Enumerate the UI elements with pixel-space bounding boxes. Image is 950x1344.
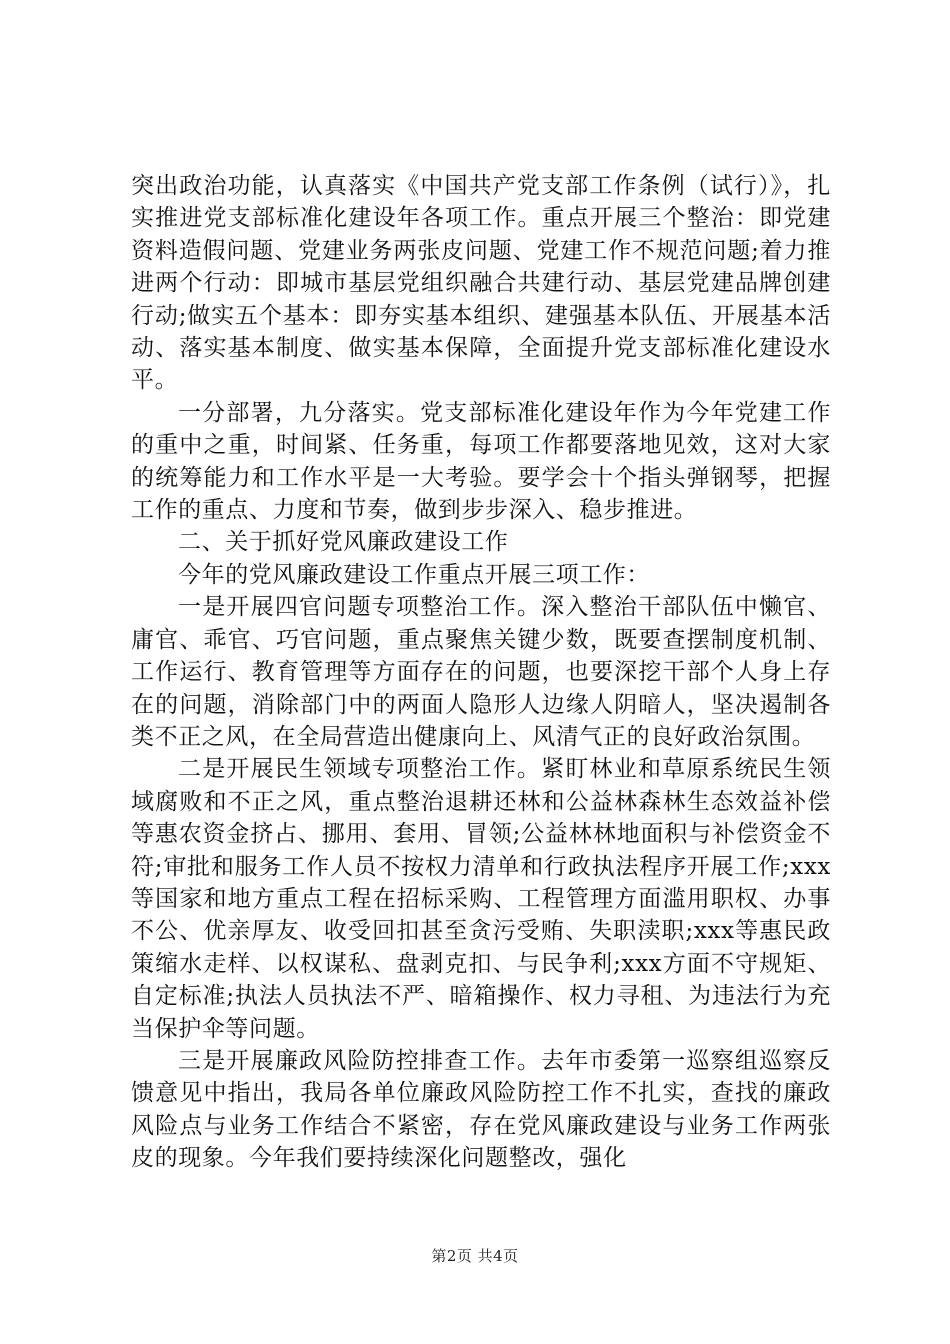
document-body [131,170,831,1175]
paragraph-deployment: 一分部署，九分落实。党支部标准化建设年作为今年党建工作的重中之重，时间紧、任务重，每项工作都要落地见效，这对大家的统筹能力和工作水平是一大考验。要学会十个指头弹钢琴，把握工作的重点、力度和节奏，做到步步深入、稳步推进。 [131,399,831,524]
paragraph-item-two: 二是开展民生领域专项整治工作。紧盯林业和草原系统民生领域腐败和不正之风，重点整治退耕还林和公益林森林生态效益补偿等惠农资金挤占、挪用、套用、冒领;公益林林地面积与补偿资金不符;审批和服务工作人员不按权力清单和行政执法程序开展工作;xxx等国家和地方重点工程在招标采购、工程管理方面滥用职权、办事不公、优亲厚友、收受回扣甚至贪污受贿、失职渎职;xxx等惠民政策缩水走样、以权谋私、盘剥克扣、与民争利;xxx方面不守规矩、自定标准;执法人员执法不严、暗箱操作、权力寻租、为违法行为充当保护伞等问题。 [131,756,831,1042]
paragraph-political-function: 突出政治功能，认真落实《中国共产党支部工作条例（试行）》，扎实推进党支部标准化建设年各项工作。重点开展三个整治：即党建资料造假问题、党建业务两张皮问题、党建工作不规范问题;着力推进两个行动：即城市基层党组织融合共建行动、基层党建品牌创建行动;做实五个基本：即夯实基本组织、建强基本队伍、开展基本活动、落实基本制度、做实基本保障，全面提升党支部标准化建设水平。 [131,173,831,394]
page-number-footer: 第2页 共4页 [431,1247,519,1265]
paragraph-item-three: 三是开展廉政风险防控排查工作。去年市委第一巡察组巡察反馈意见中指出，我局各单位廉政风险防控工作不扎实，查找的廉政风险点与业务工作结合不紧密，存在党风廉政建设与业务工作两张皮的现象。今年我们要持续深化问题整改，强化 [131,1047,831,1172]
section-heading: 二、关于抓好党风廉政建设工作 [178,529,509,556]
paragraph-intro: 今年的党风廉政建设工作重点开展三项工作： [178,561,650,588]
paragraph-item-one: 一是开展四官问题专项整治工作。深入整治干部队伍中懒官、庸官、乖官、巧官问题，重点聚焦关键少数，既要查摆制度机制、工作运行、教育管理等方面存在的问题，也要深挖干部个人身上存在的问题，消除部门中的两面人隐形人边缘人阴暗人，坚决遏制各类不正之风，在全局营造出健康向上、风清气正的良好政治氛围。 [131,594,831,750]
